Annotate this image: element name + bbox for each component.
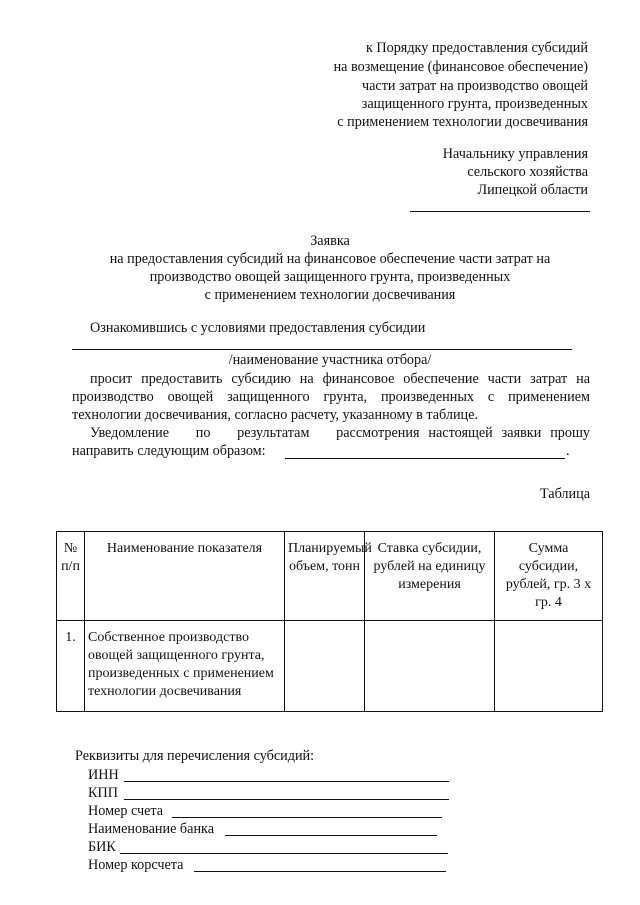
requisite-bank-line[interactable] [225, 835, 437, 836]
col-header-volume: Планируемый объем, тонн [285, 532, 365, 621]
document-title-line: с применением технологии досвечивания [204, 287, 456, 303]
row-sum-cell[interactable] [495, 621, 603, 712]
requisites-title: Реквизиты для перечисления субсидий: [75, 748, 315, 764]
notice-text: направить следующим образом: [72, 443, 266, 459]
request-line: технологии досвечивания, согласно расчету, указанному в таблице. [72, 407, 478, 423]
requisite-kpp-line[interactable] [124, 799, 449, 800]
row-volume-cell[interactable] [285, 621, 365, 712]
col-header-indicator: Наименование показателя [85, 532, 285, 621]
requisite-account-line[interactable] [172, 817, 442, 818]
notice-line: Уведомление по результатам рассмотрения настоящей заявки прошу [90, 425, 590, 441]
requisite-corr-account [88, 857, 183, 874]
requisite-bik [88, 839, 116, 856]
addressee-line: Начальнику управления [442, 146, 588, 162]
appendix-line: части затрат на производство овощей [361, 78, 588, 94]
col-header-sum: Сумма субсидии, рублей, гр. 3 х гр. 4 [495, 532, 603, 621]
subsidy-table [56, 531, 603, 712]
document-title-line: производство овощей защищенного грунта, произведенных [149, 269, 511, 285]
appendix-line: к Порядку предоставления субсидий [365, 40, 588, 56]
appendix-line: на возмещение (финансовое обеспечение) [333, 59, 588, 75]
appendix-line: защищенного грунта, произведенных [361, 96, 588, 112]
notice-period: . [566, 443, 570, 459]
requisite-kpp [88, 785, 118, 802]
requisite-bik-line[interactable] [120, 853, 448, 854]
col-header-rate: Ставка субсидии, рублей на единицу измерения [365, 532, 495, 621]
document-heading: Заявка [310, 233, 350, 249]
requisite-label: Номер корсчета [88, 857, 184, 873]
addressee-line: Липецкой области [477, 182, 588, 198]
notice-blank-line[interactable] [285, 458, 565, 459]
addressee-blank-line[interactable] [410, 211, 590, 212]
request-line: производство овощей защищенного грунта, произведенных с применением [72, 389, 590, 405]
row-number: 1. [57, 621, 85, 712]
participant-name-line[interactable] [72, 349, 572, 350]
participant-caption: /наименование участника отбора/ [228, 352, 432, 368]
request-line: просит предоставить субсидию на финансовое обеспечение части затрат на [90, 371, 590, 387]
requisite-label: Наименование банка [88, 821, 215, 837]
requisite-label: Номер счета [88, 803, 164, 819]
row-rate-cell[interactable] [365, 621, 495, 712]
requisite-inn-line[interactable] [124, 781, 449, 782]
intro-text: Ознакомившись с условиями предоставления субсидии [90, 320, 426, 336]
requisite-account [88, 803, 163, 820]
requisite-bank [88, 821, 214, 838]
requisite-corr-account-line[interactable] [194, 871, 446, 872]
table-label: Таблица [539, 486, 590, 502]
table-header-row [57, 532, 603, 621]
addressee-line: сельского хозяйства [467, 164, 588, 180]
requisite-label: БИК [88, 839, 116, 855]
table-row [57, 621, 603, 712]
col-header-number: № п/п [57, 532, 85, 621]
requisite-label: КПП [88, 785, 118, 801]
requisite-inn [88, 767, 119, 784]
requisite-label: ИНН [88, 767, 119, 783]
row-indicator-name: Собственное производство овощей защищенного грунта, произведенных с применением технологии досвечивания [85, 621, 285, 712]
appendix-line: с применением технологии досвечивания [337, 114, 588, 130]
document-title-line: на предоставления субсидий на финансовое обеспечение части затрат на [109, 251, 551, 267]
